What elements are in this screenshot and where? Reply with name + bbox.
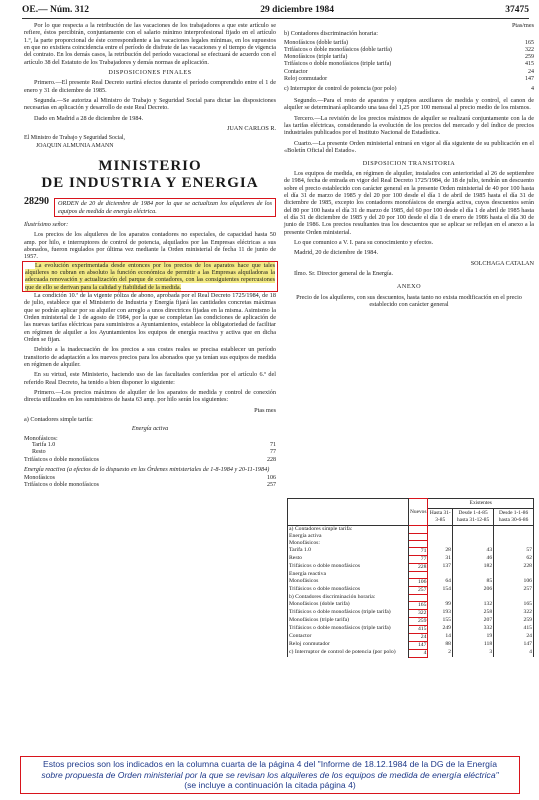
row-label: Contactor [284, 68, 308, 75]
section-a-heading: a) Contadores simple tarifa: [24, 416, 93, 424]
table-row [284, 69, 534, 76]
annex-row-label: Monofásicos (triple tarifa) [288, 617, 409, 625]
anexo-subtitle: Precio de los alquileres, con sus descuentos, hasta tanto no exista modificación en el precio establecido con carácter general [296, 293, 522, 309]
table-row [284, 61, 534, 68]
annex-value-nuevos: 165 [409, 601, 428, 609]
annex-value-existentes [453, 540, 494, 547]
annex-value-existentes: 228 [494, 563, 534, 571]
annex-row [288, 625, 534, 633]
annex-value-existentes [494, 526, 534, 534]
paragraph-dado: Dado en Madrid a 28 de diciembre de 1984. [34, 114, 144, 122]
annex-value-existentes [428, 526, 453, 534]
page-header [22, 3, 529, 17]
table-row [24, 449, 276, 456]
highlighted-paragraph-box [22, 261, 278, 292]
paragraph-segunda: Segunda.—Se autoriza al Ministro de Trabajo y Seguridad Social para dictar las disposiciones necesarias en aplicación y desarrollo de este Real Decreto. [24, 97, 276, 112]
paragraph-segundo: Segundo.—Para el resto de aparatos y equipos auxiliares de medida y control, el canon de alquiler se determinará aplicando una tasa del 1,25 por 100 mensual al precio medio de los mismos. [284, 97, 534, 112]
annex-body [288, 526, 534, 658]
annex-value-existentes [494, 571, 534, 578]
annex-value-existentes: 3 [453, 649, 494, 657]
row-value: 415 [525, 61, 534, 68]
annex-value-nuevos [409, 594, 428, 601]
annex-row-label: Monofásicos [288, 578, 409, 586]
annex-row [288, 641, 534, 649]
row-value: 106 [267, 475, 276, 482]
annex-value-existentes: 182 [453, 563, 494, 571]
paragraph-transitoria: Los equipos de medida, en régimen de alquiler, instalados con anterioridad al 26 de septiembre de 1984, fecha de entrada en vigor del Real Decreto 1725/1984, de 18 de julio, tendrán un descuento sobre el precio establecido con carácter general en la presente Orden ministerial de 40 por 100 hasta el día 31 de marzo de 1985 y del 20 por 100 desde el día 1 de abril de 1985 hasta el día 31 de diciembre de 1985, excepto los contadores monofásicos de energía activa, cuyos descuentos serán del 80 por 100 hasta el día 31 de marzo de 1985, del 60 por 100 desde el día 1 de abril de 1985 hasta el día 31 de diciembre de 1985 y del 20 por 100 desde el día 1 de enero de 1986 hasta el día 30 de junio de 1986. Los precios resultantes tras los descuentos que se aplicar se reflejan en el anexo a la presente Orden ministerial. [284, 169, 534, 236]
ministry-title [24, 158, 276, 192]
header-rule [22, 18, 529, 19]
annex-row [288, 533, 534, 540]
order-title: ORDEN de 20 de diciembre de 1984 por la que se actualizan los alquileres de los equipos de medida de energía eléctrica. [54, 198, 276, 217]
annex-value-nuevos: 77 [409, 555, 428, 563]
paragraph-primero-orden: Primero.—Los precios máximos de alquiler de los aparatos de medida y control de conexión directa utilizados en los suministros de hasta 63 amp. por hilo serán los siguientes: [24, 389, 276, 404]
annex-value-existentes [494, 594, 534, 601]
energia-activa-heading: Energía activa [131, 425, 169, 433]
annex-value-nuevos: 4 [409, 649, 428, 657]
paragraph-inadecuacion: Debido a la inadecuación de los precios a sus costes reales se precisa establecer un período transitorio de adaptación a los nuevos precios para los abonados que ya tenían sus equipos de medida en régimen de alquiler. [24, 346, 276, 369]
annex-table [287, 498, 534, 658]
annex-header-concept [288, 499, 409, 526]
annex-row-label: Trifásicos o doble monofásicos [288, 586, 409, 594]
order-heading [24, 198, 276, 217]
header-page-number: 37475 [505, 5, 529, 15]
annex-value-existentes: 155 [428, 617, 453, 625]
row-label: c) Interruptor de control de potencia (por polo) [284, 85, 397, 92]
annex-value-existentes [453, 571, 494, 578]
annex-subheader: Desde 1-4-85 hasta 31-12-85 [453, 509, 494, 526]
annex-row [288, 578, 534, 586]
annex-value-existentes: 19 [453, 633, 494, 641]
row-value: 4 [531, 85, 534, 92]
annex-row [288, 555, 534, 563]
annex-value-nuevos: 24 [409, 633, 428, 641]
row-label: Trifásicos o doble monofásicos (doble tarifa) [284, 46, 392, 53]
highlighted-text: La evolución experimentada desde entonces por los precios de los aparatos hace que tales alquileres no cubran en absoluto la función económica de permitir a las Empresas alquiladoras la adecuada renovación y actualización del parque de contadores, con las consiguientes repercusiones que de ello se derivan para la calidad y fiabilidad de la medida. [25, 261, 275, 291]
minister-name: JOAQUIN ALMUNIA AMANN [36, 142, 114, 149]
annex-value-existentes: 43 [453, 547, 494, 555]
paragraph-cuarto: Cuarto.—La presente Orden ministerial entrará en vigor al día siguiente de su publicación en el «Boletín Oficial del Estado». [284, 139, 534, 155]
row-label: Monofásicos [24, 475, 55, 482]
annex-value-nuevos: 228 [409, 563, 428, 571]
heading-disposiciones-finales: DISPOSICIONES FINALES [108, 69, 192, 77]
heading-disposicion-transitoria: DISPOSICION TRANSITORIA [362, 159, 456, 167]
annex-row-label: Trifásicos o doble monofásicos (triple tarifa) [288, 609, 409, 617]
annex-row [288, 571, 534, 578]
annex-value-existentes: 154 [428, 586, 453, 594]
annex-value-existentes [428, 533, 453, 540]
annex-value-existentes: 106 [494, 578, 534, 586]
annex-value-existentes: 57 [494, 547, 534, 555]
caption-line2: sobre propuesta de Orden ministerial por la que se revisan los alquileres de los equipos de medida de energía eléctrica" [41, 769, 499, 780]
row-value: 259 [525, 54, 534, 61]
row-label: Reloj conmutador [284, 75, 328, 82]
annex-value-existentes: 64 [428, 578, 453, 586]
annex-row-label: Contactor [288, 633, 409, 641]
annex-value-existentes: 62 [494, 555, 534, 563]
caption-note [20, 756, 520, 794]
annex-value-existentes: 193 [428, 609, 453, 617]
annex-value-nuevos [409, 540, 428, 547]
row-label: Monofásicos (doble tarifa) [284, 39, 348, 46]
ministry-title-line1: MINISTERIO [98, 158, 202, 175]
annex-value-existentes: 2 [428, 649, 453, 657]
caption-line3: (se incluye a continuación la citada página 4) [184, 780, 356, 790]
annex-value-existentes: 31 [428, 555, 453, 563]
annex-row-label: Energía activa [288, 533, 409, 540]
paragraph-tercero: Tercero.—La revisión de los precios máximos de alquiler se realizará conjuntamente con la de las tarifas eléctricas, considerando la evolución de los precios del mercado y del índice de precios industriales publicados por el Instituto Nacional de Estadística. [284, 114, 534, 137]
annex-value-nuevos [409, 571, 428, 578]
annex-value-existentes: 147 [494, 641, 534, 649]
annex-value-nuevos: 259 [409, 617, 428, 625]
table-row [284, 47, 534, 54]
annex-row-label: Energía reactiva [288, 571, 409, 578]
annex-row [288, 609, 534, 617]
paragraph-evolucion [25, 262, 275, 291]
annex-value-existentes: 332 [453, 625, 494, 633]
paragraph-condicion: La condición 10.ª de la vigente póliza de abono, aprobada por el Real Decreto 1725/1984, de 18 de julio, establece que el Ministerio de Industria y Energía fijará las cantidades concretas máximas que se podrán aplicar por su alquiler con arreglo a unos directrices fijadas en la misma. Asimismo la Orden ministerial de 1 de agosto de 1984, por la que se completan las condiciones de aplicación de las nuevas tarifas eléctricas para suministros a Ayuntamientos, establece la obligatoriedad de facilitar en régimen de alquiler a los Ayuntamientos los equipos de energía reactiva y activa que en dicha Orden se fijan. [24, 291, 276, 343]
prices-table-reactiva [24, 475, 276, 489]
row-value: 147 [525, 75, 534, 82]
annex-value-existentes [428, 571, 453, 578]
annex-value-existentes [453, 594, 494, 601]
left-column [24, 22, 276, 489]
annex-value-existentes: 14 [428, 633, 453, 641]
annex-row-label: Trifásicos o doble monofásicos (triple tarifa) [288, 625, 409, 633]
paragraph-virtud: En su virtud, este Ministerio, haciendo uso de las facultades conferidas por el artículo 6.º del referido Real Decreto, ha tenido a bien disponer lo siguiente: [24, 371, 276, 386]
annex-header-nuevos: Nuevos [409, 499, 428, 526]
annex-row [288, 649, 534, 657]
header-date: 29 diciembre 1984 [260, 5, 334, 15]
annex-value-existentes: 99 [428, 601, 453, 609]
row-label: Trifásicos o doble monofásicos (triple tarifa) [284, 61, 392, 68]
row-label: Trifásicos o doble monofásicos [24, 456, 99, 463]
annex-value-nuevos [409, 526, 428, 534]
paragraph-precios: Los precios de los alquileres de los aparatos contadores no especiales, de capacidad hasta 50 amp. por hilo, e interruptores de control de potencia, alquilados por las Empresas eléctricas a sus abonados, fueron regulados por última vez mediante la Orden ministerial de fecha 11 de junio de 1957. [24, 231, 276, 261]
annex-value-nuevos: 106 [409, 578, 428, 586]
paragraph-madrid-date: Madrid, 20 de diciembre de 1984. [294, 249, 379, 257]
row-label: Tarifa 1.0 [32, 442, 56, 449]
row-value: 165 [525, 39, 534, 46]
row-value: 24 [528, 68, 534, 75]
annex-row [288, 586, 534, 594]
row-value: 228 [267, 456, 276, 463]
annex-value-existentes: 207 [453, 617, 494, 625]
annex-value-existentes [494, 533, 534, 540]
reactiva-note: Energía reactiva (a efectos de lo dispuesto en las Órdenes ministeriales de 1-8-1984 y 20-11-1984) [24, 465, 270, 473]
annex-row-label: b) Contadores discriminación horaria: [288, 594, 409, 601]
table-row [284, 76, 534, 83]
signature-king: JUAN CARLOS R. [227, 125, 276, 133]
row-label: Trifásicos o doble monofásicos [24, 482, 99, 489]
annex-row-label: Resto [288, 555, 409, 563]
paragraph-vacaciones: Por lo que respecta a la retribución de las vacaciones de los trabajadores a que este artículo se refiere, éstos percibirán, conjuntamente con el salario mínimo interprofesional fijado en el artículo 1.º, la parte proporcional de éste correspondiente a las vacaciones legales mínimas, en los supuestos en que no existiera coincidencia entre el período de disfrute de las vacaciones y el tiempo de vigencia del contrato. En los demás casos, la retribución del período vacacional se efectuará de acuerdo con el artículo 38 del Estatuto de los Trabajadores y demás normas de aplicación. [24, 22, 276, 66]
paragraph-primero: Primero.—El presente Real Decreto surtirá efectos durante el período comprendido entre el 1 de enero y 31 de diciembre de 1985. [24, 79, 276, 94]
signature-solchaga: SOLCHAGA CATALAN [470, 259, 534, 267]
annex-value-existentes: 415 [494, 625, 534, 633]
annex-value-existentes: 118 [453, 641, 494, 649]
annex-value-existentes: 24 [494, 633, 534, 641]
annex-value-existentes: 132 [453, 601, 494, 609]
table-row [24, 457, 276, 464]
annex-row [288, 547, 534, 555]
unit-label-right: Ptas/mes [511, 22, 534, 29]
table-row [24, 442, 276, 449]
annex-value-nuevos [409, 533, 428, 540]
annex-value-existentes: 258 [453, 609, 494, 617]
annex-row [288, 526, 534, 534]
annex-value-existentes [453, 533, 494, 540]
salutation: Ilustrísimo señor: [24, 220, 69, 228]
annex-value-existentes: 137 [428, 563, 453, 571]
annex-row-label: Monofásicos (doble tarifa) [288, 601, 409, 609]
annex-value-existentes: 257 [494, 586, 534, 594]
annex-value-existentes: 165 [494, 601, 534, 609]
monofasicos-heading: Monofásicos: [24, 434, 58, 442]
caption-line1: Estos precios son los indicados en la columna cuarta de la página 4 del "Informe de 18.12.1984 de la DG de la Energía [42, 759, 498, 769]
header-issue: OE.— Núm. 312 [22, 5, 90, 15]
section-b-heading: b) Contadores discriminación horaria: [284, 30, 378, 38]
annex-row [288, 540, 534, 547]
annex-value-existentes: 28 [428, 547, 453, 555]
annex-value-existentes: 4 [494, 649, 534, 657]
table-row [284, 86, 534, 93]
annex-value-existentes: 322 [494, 609, 534, 617]
annex-row [288, 617, 534, 625]
annex-value-nuevos: 415 [409, 625, 428, 633]
prices-table-c [284, 86, 534, 93]
ministry-title-line2: DE INDUSTRIA Y ENERGIA [41, 175, 259, 192]
row-value: 71 [270, 442, 276, 449]
minister-label: El Ministro de Trabajo y Seguridad Social, [24, 135, 125, 142]
anexo-heading: ANEXO [396, 283, 422, 291]
table-row [24, 482, 276, 489]
prices-table-b [284, 40, 534, 83]
annex-value-existentes: 85 [453, 578, 494, 586]
table-row [284, 40, 534, 47]
annex-value-existentes: 88 [428, 641, 453, 649]
annex-row-label: Monofásicos: [288, 540, 409, 547]
annex-table-wrapper [287, 498, 534, 658]
annex-value-existentes [453, 526, 494, 534]
paragraph-comunico: Lo que comunico a V. I. para su conocimiento y efectos. [294, 238, 434, 246]
annex-value-existentes: 206 [453, 586, 494, 594]
row-value: 257 [267, 482, 276, 489]
order-number: 28290 [24, 196, 49, 208]
annex-value-nuevos: 147 [409, 641, 428, 649]
annex-row-label: c) Interruptor de control de potencia (por polo) [288, 649, 409, 657]
annex-value-nuevos: 71 [409, 547, 428, 555]
annex-row-label: Trifásicos o doble monofásicos [288, 563, 409, 571]
annex-header-existentes: Existentes [428, 499, 534, 509]
annex-value-existentes: 259 [494, 617, 534, 625]
annex-value-nuevos: 257 [409, 586, 428, 594]
annex-row [288, 633, 534, 641]
annex-subheader: Desde 1-1-86 hasta 30-6-86 [494, 509, 534, 526]
prices-table-a [24, 442, 276, 464]
row-value: 322 [525, 46, 534, 53]
annex-row-label: Reloj conmutador [288, 641, 409, 649]
row-value: 77 [270, 449, 276, 456]
annex-row-label: a) Contadores simple tarifa: [288, 526, 409, 534]
annex-value-existentes [494, 540, 534, 547]
annex-row-label: Tarifa 1.0 [288, 547, 409, 555]
annex-row [288, 594, 534, 601]
annex-value-existentes: 46 [453, 555, 494, 563]
row-label: Resto [32, 449, 46, 456]
annex-row [288, 563, 534, 571]
annex-value-existentes [428, 594, 453, 601]
annex-value-nuevos: 322 [409, 609, 428, 617]
row-label: Monofásicos (triple tarifa) [284, 54, 348, 61]
unit-label: Ptas mes [254, 406, 276, 414]
annex-subheader: Hasta 31-3-85 [428, 509, 453, 526]
annex-value-existentes [428, 540, 453, 547]
right-column [284, 22, 534, 311]
addressee: Ilmo. Sr. Director general de la Energía. [294, 269, 394, 277]
annex-row [288, 601, 534, 609]
annex-value-existentes: 249 [428, 625, 453, 633]
